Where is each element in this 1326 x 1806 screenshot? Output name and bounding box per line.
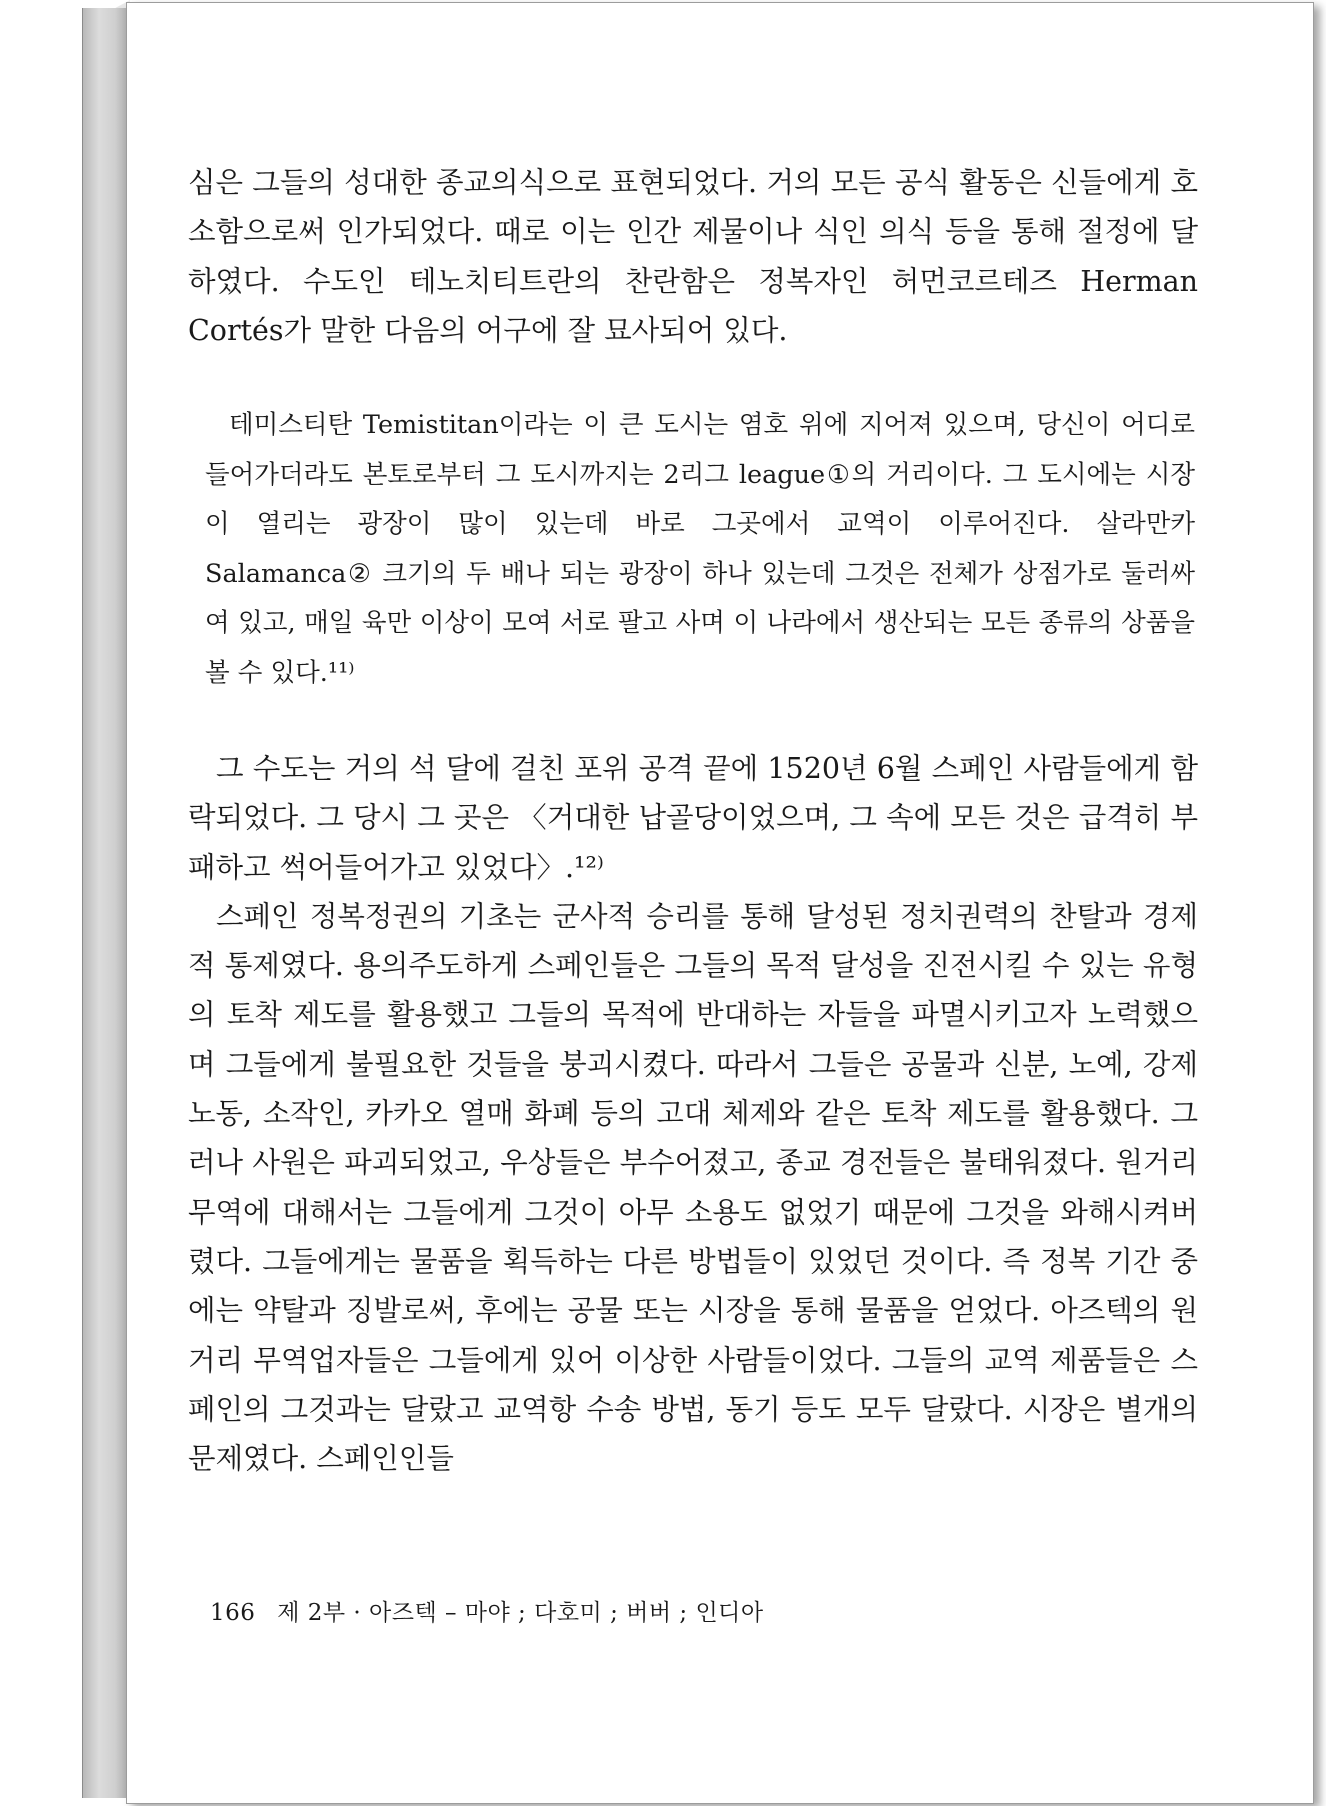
paragraph-intro [188, 158, 1198, 355]
block-quote [205, 401, 1195, 698]
paragraph-1: 심은 그들의 성대한 종교의식으로 표현되었다. 거의 모든 공식 활동은 신들에게 호소함으로써 인가되었다. 때로 이는 인간 제물이나 식인 의식 등을 통해 절정에 달하였다. 수도인 테노치티트란의 찬란함은 정복자인 허먼코르테즈 Herman Cortés가 말한 다음의 어구에 잘 묘사되어 있다. [188, 166, 1198, 347]
paragraph-3: 스페인 정복정권의 기초는 군사적 승리를 통해 달성된 정치권력의 찬탈과 경제적 통제였다. 용의주도하게 스페인들은 그들의 목적 달성을 진전시킬 수 있는 유형의 토착 제도를 활용했고 그들의 목적에 반대하는 자들을 파멸시키고자 노력했으며 그들에게 불필요한 것들을 붕괴시켰다. 따라서 그들은 공물과 신분, 노예, 강제노동, 소작인, 카카오 열매 화폐 등의 고대 체제와 같은 토착 제도를 활용했다. 그러나 사원은 파괴되었고, 우상들은 부수어졌고, 종교 경전들은 불태워졌다. 원거리 무역에 대해서는 그들에게 그것이 아무 소용도 없었기 때문에 그것을 와해시켜버렸다. 그들에게는 물품을 획득하는 다른 방법들이 있었던 것이다. 즉 정복 기간 중에는 약탈과 징발로써, 후에는 공물 또는 시장을 통해 물품을 얻었다. 아즈텍의 원거리 무역업자들은 그들에게 있어 이상한 사람들이었다. 그들의 교역 제품들은 스페인의 그것과는 달랐고 교역항 수송 방법, 동기 등도 모두 달랐다. 시장은 별개의 문제였다. 스페인인들 [188, 899, 1198, 1476]
quote-text: 테미스티탄 Temistitan이라는 이 큰 도시는 염호 위에 지어져 있으며, 당신이 어디로 들어가더라도 본토로부터 그 도시까지는 2리그 league①의 거리이다. 그 도시에는 시장이 열리는 광장이 많이 있는데 바로 그곳에서 교역이 이루어진다. 살라만카 Salamanca② 크기의 두 배나 되는 광장이 하나 있는데 그것은 전체가 상점가로 둘러싸여 있고, 매일 육만 이상이 모여 서로 팔고 사며 이 나라에서 생산되는 모든 종류의 상품을 볼 수 있다.¹¹⁾ [205, 410, 1195, 688]
book-spine [82, 8, 130, 1798]
running-title: 제 2부 · 아즈텍 – 마야 ; 다호미 ; 버버 ; 인디아 [277, 1600, 764, 1626]
page-number: 166 [210, 1600, 256, 1626]
paragraph-section [188, 744, 1198, 1483]
paragraph-2: 그 수도는 거의 석 달에 걸친 포위 공격 끝에 1520년 6월 스페인 사람들에게 함락되었다. 그 당시 그 곳은 〈거대한 납골당이었으며, 그 속에 모든 것은 급격히 부패하고 썩어들어가고 있었다〉.¹²⁾ [188, 752, 1198, 884]
page-footer [210, 1594, 778, 1627]
